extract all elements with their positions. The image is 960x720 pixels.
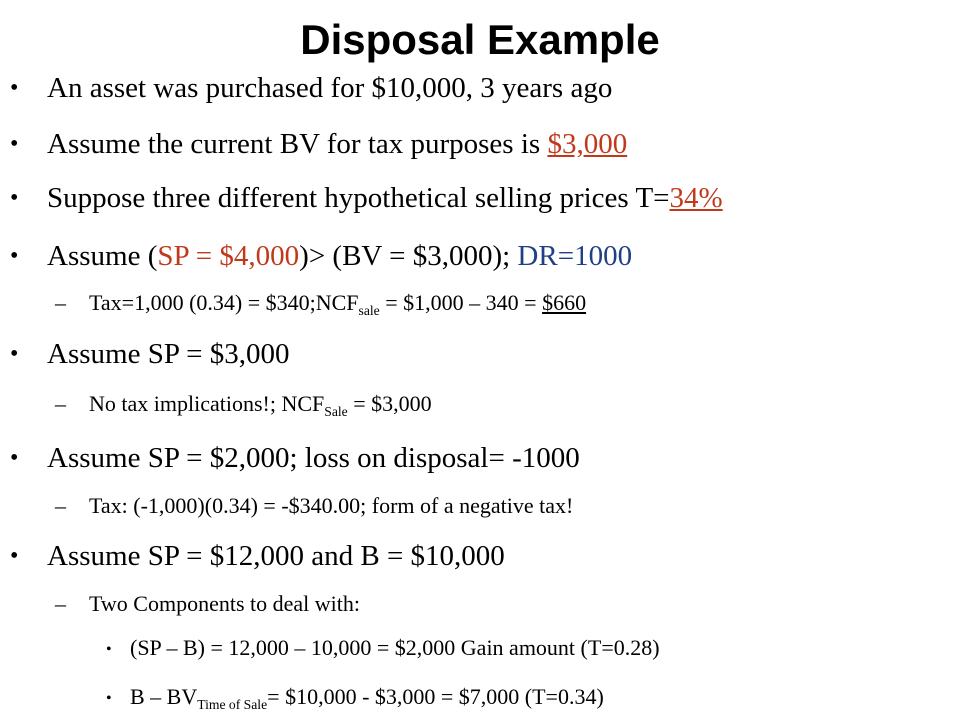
sub-text-post: = $3,000 xyxy=(347,391,432,416)
bullet-selling-prices xyxy=(10,180,723,216)
bullet-marker: • xyxy=(10,131,19,157)
slide-title: Disposal Example xyxy=(300,16,660,63)
sub-no-tax xyxy=(55,390,432,419)
depreciation-recapture: DR=1000 xyxy=(510,240,633,272)
component-text: B – BV xyxy=(130,684,198,709)
dash-marker: – xyxy=(55,591,66,616)
bullet-marker: • xyxy=(106,690,112,707)
bullet-case-gain xyxy=(10,238,633,274)
subscript: sale xyxy=(358,302,380,318)
sub-text-post: = $1,000 – 340 = xyxy=(379,290,543,315)
bullet-case-equal xyxy=(10,336,290,372)
bullet-text: Assume SP = $3,000 xyxy=(47,338,290,370)
bullet-marker: • xyxy=(10,543,19,569)
ncf-660: $660 xyxy=(542,290,587,315)
sub-text: No tax implications!; NCF xyxy=(89,391,325,416)
bullet-case-capital-gain xyxy=(10,538,505,574)
bullet-text-mid: )> (BV = $3,000); xyxy=(299,240,511,272)
bullet-text: Assume ( xyxy=(47,240,158,272)
subscript: Sale xyxy=(324,403,348,419)
bullet-text: Assume the current BV for tax purposes is xyxy=(47,128,548,160)
bullet-text: An asset was purchased for $10,000, 3 years ago xyxy=(47,72,613,104)
sub-text: Tax=1,000 (0.34) = $340;NCF xyxy=(89,290,359,315)
sub-text: Two Components to deal with: xyxy=(89,591,360,616)
bullet-book-value xyxy=(10,126,628,162)
bullet-text: Assume SP = $12,000 and B = $10,000 xyxy=(47,540,505,572)
dash-marker: – xyxy=(55,391,66,416)
component-text-post: = $10,000 - $3,000 = $7,000 (T=0.34) xyxy=(267,684,604,709)
bullet-purchase xyxy=(10,70,613,106)
sub-negative-tax xyxy=(55,492,574,520)
book-value-amount: $3,000 xyxy=(547,128,628,160)
component-recapture xyxy=(106,683,604,712)
bullet-marker: • xyxy=(10,185,19,211)
sub-two-components xyxy=(55,590,360,618)
bullet-case-loss xyxy=(10,440,580,476)
dash-marker: – xyxy=(55,493,66,518)
sub-tax-calc-gain xyxy=(55,289,587,318)
component-text: (SP – B) = 12,000 – 10,000 = $2,000 Gain amount (T=0.28) xyxy=(130,635,660,660)
bullet-marker: • xyxy=(10,445,19,471)
sub-text: Tax: (-1,000)(0.34) = -$340.00; form of a negative tax! xyxy=(89,493,574,518)
bullet-marker: • xyxy=(10,341,19,367)
dash-marker: – xyxy=(55,290,66,315)
component-gain xyxy=(106,634,660,662)
subscript: Time of Sale xyxy=(197,696,268,712)
bullet-text: Assume SP = $2,000; loss on disposal= -1000 xyxy=(47,442,580,474)
bullet-marker: • xyxy=(10,75,19,101)
bullet-marker: • xyxy=(10,243,19,269)
bullet-text: Suppose three different hypothetical selling prices T= xyxy=(47,182,670,214)
tax-rate: 34% xyxy=(669,182,723,214)
bullet-marker: • xyxy=(106,641,112,658)
selling-price-4000: SP = $4,000 xyxy=(157,240,300,272)
